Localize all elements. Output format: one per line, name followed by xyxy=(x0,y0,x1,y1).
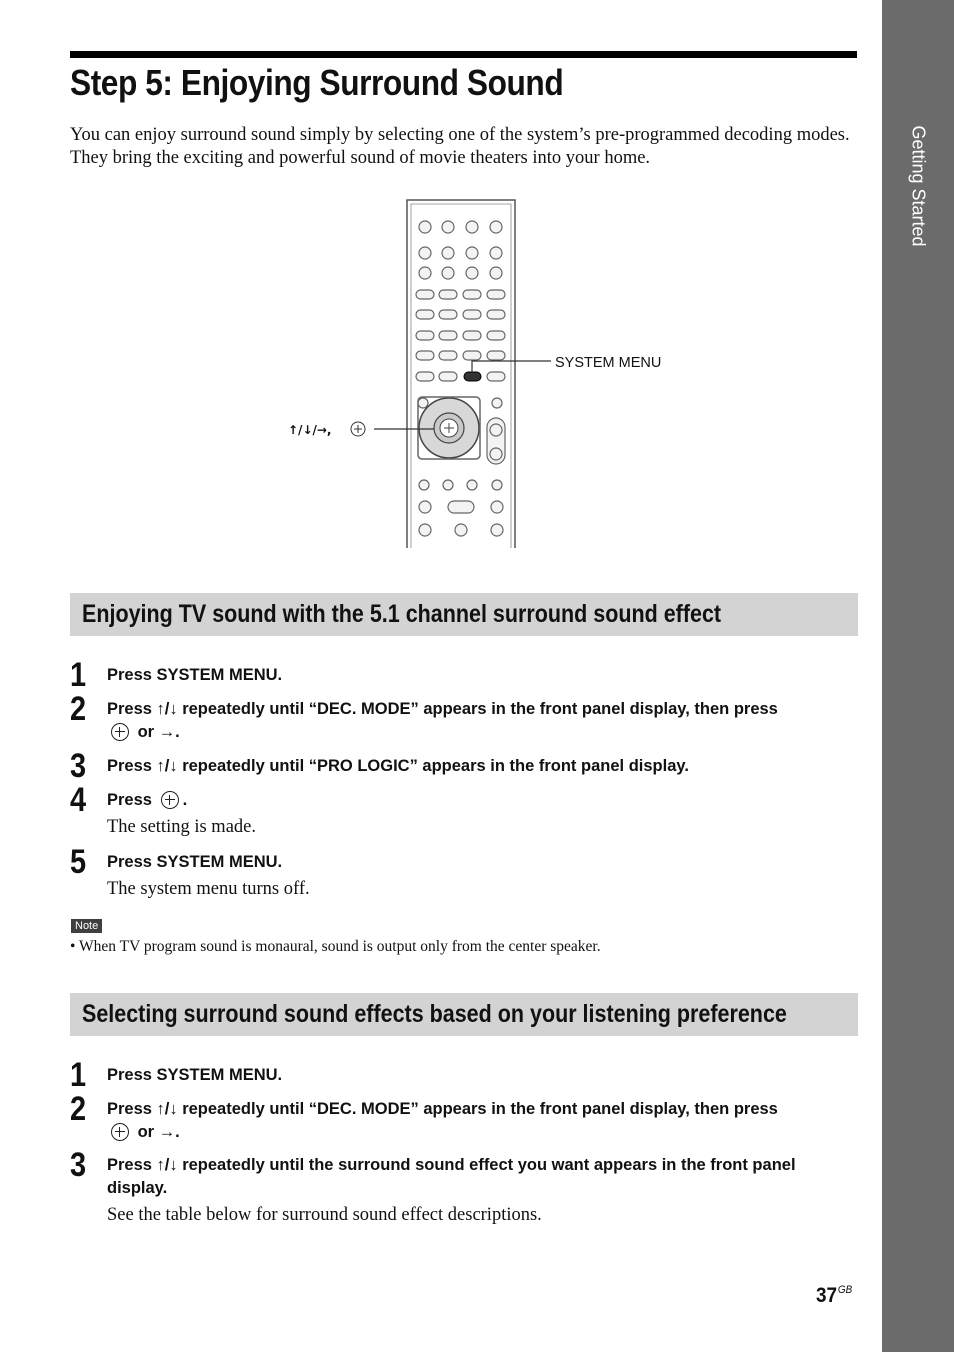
step-instruction xyxy=(107,789,857,812)
system-menu-leader xyxy=(472,361,551,372)
page-number xyxy=(816,1284,852,1308)
page-number-suffix: GB xyxy=(837,1284,853,1296)
step-text-main: Press ↑/↓ repeatedly until “DEC. MODE” appears in the front panel display, then press xyxy=(107,700,778,718)
step-text-main: Press xyxy=(107,791,152,809)
system-menu-label: SYSTEM MENU xyxy=(555,355,662,371)
arrows-label: ↑/↓/→, xyxy=(288,423,332,437)
step-instruction: Press SYSTEM MENU. xyxy=(107,666,283,684)
step-number: 1 xyxy=(70,656,87,694)
page-title: Step 5: Enjoying Surround Sound xyxy=(70,62,564,103)
enter-icon xyxy=(111,1123,129,1141)
step-number: 2 xyxy=(70,1090,87,1128)
step-description: The setting is made. xyxy=(107,817,256,837)
side-tab-label: Getting Started xyxy=(908,125,929,247)
enter-icon xyxy=(111,723,129,741)
step-instruction xyxy=(107,1098,857,1144)
step-number: 3 xyxy=(70,1146,87,1184)
remote-round-buttons xyxy=(419,221,502,279)
step-text-main: Press ↑/↓ repeatedly until “DEC. MODE” appears in the front panel display, then press xyxy=(107,1100,778,1118)
section-heading-surround-preference xyxy=(70,993,858,1036)
step-instruction: Press SYSTEM MENU. xyxy=(107,1066,283,1084)
note-text: • When TV program sound is monaural, sound is output only from the center speaker. xyxy=(70,938,601,955)
step-number: 3 xyxy=(70,747,87,785)
step-text-tail: or →. xyxy=(137,1123,180,1141)
step-description: The system menu turns off. xyxy=(107,879,310,899)
intro-paragraph: You can enjoy surround sound simply by selecting one of the system’s pre-programmed decoding modes. They bring the exciting and powerful sound of movie theaters into your home. xyxy=(70,125,850,168)
step-number: 5 xyxy=(70,843,87,881)
note-badge: Note xyxy=(71,919,102,933)
section-title: Selecting surround sound effects based on your listening preference xyxy=(82,1000,787,1028)
step-text-tail: or →. xyxy=(137,723,180,741)
enter-icon xyxy=(161,791,179,809)
step-number: 2 xyxy=(70,690,87,728)
step-instruction: Press SYSTEM MENU. xyxy=(107,853,283,871)
step-instruction: Press ↑/↓ repeatedly until the surround sound effect you want appears in the front panel display. xyxy=(107,1156,796,1197)
step-number: 1 xyxy=(70,1056,87,1094)
step-instruction xyxy=(107,698,857,744)
step-instruction: Press ↑/↓ repeatedly until “PRO LOGIC” appears in the front panel display. xyxy=(107,757,689,775)
page-number-value: 37 xyxy=(816,1284,838,1307)
section-title: Enjoying TV sound with the 5.1 channel surround sound effect xyxy=(82,600,722,628)
system-menu-button xyxy=(464,372,481,381)
title-rule xyxy=(70,51,857,58)
enter-symbol-icon xyxy=(351,422,365,436)
remote-dpad xyxy=(419,398,479,458)
remote-oval-buttons xyxy=(416,290,505,381)
step-text-tail: . xyxy=(182,791,188,809)
section-heading-tv-sound xyxy=(70,593,858,636)
step-number: 4 xyxy=(70,781,87,819)
remote-control-illustration xyxy=(280,196,680,552)
step-description: See the table below for surround sound effect descriptions. xyxy=(107,1205,542,1225)
